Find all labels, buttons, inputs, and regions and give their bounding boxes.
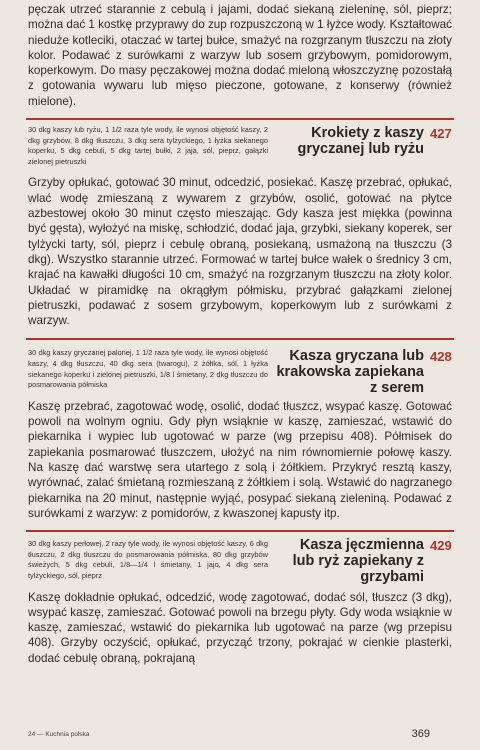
recipe-title-block — [274, 126, 452, 158]
recipe-429 — [28, 530, 452, 666]
recipe-427 — [28, 118, 452, 328]
ingredients-list: 30 dkg kaszy gryczanej palonej, 1 1/2 raza tyle wody, ile wynosi objętość kaszy, 4 dkg tłuszczu, 40 dkg sera (twarogu), 2 żółtka, sól, 1 łyżka siekanego koperku i zielonej pietruszki, 1/8 l śmietany, 2 dkg tłuszczu do posmarowania półmiska — [28, 348, 268, 390]
recipe-method: Kaszę dokładnie opłukać, odcedzić, wodę zagotować, dodać sól, tłuszcz (3 dkg), wsypać kaszę, zamieszać. Gotować powoli na brzegu płyty. Gdy woda wsiąknie w kaszę, zamieszać, wstawić do piekarnika lub ugotować na parze (wg przepisu 408). Grzyby oczyścić, opłukać, przycząć trzony, pokrajać w cienkie plasterki, dodać cebulę obraną, pokrajaną — [28, 590, 452, 665]
recipe-number: 427 — [430, 126, 452, 142]
ingredients-list: 30 dkg kaszy lub ryżu, 1 1/2 raza tyle wody, ile wynosi objętość kaszy, 2 dkg grzybów, 8 dkg tłuszczu, 3 dkg sera tylżyckiego, 1 łyżka siekanego koperku, 5 dkg cebuli, 5 dkg tartej bułki, 2 jaja, sól, pieprz, gałązki zielonej pietruszki — [28, 125, 268, 166]
recipe-title-block — [282, 538, 452, 585]
recipe-428 — [28, 338, 452, 521]
section-divider — [26, 530, 454, 532]
page-number: 369 — [411, 728, 430, 740]
intro-paragraph: pęczak utrzeć starannie z cebulą i jajami, dodać siekaną zieleninę, sól, pieprz; można dać 1 kostkę przyprawy do zup rozpuszczoną w 1 łyżce wody. Kształtować nieduże kotleciki, otaczać w tartej bułce, smażyć na rozgrzanym tłuszczu na złoty kolor. Podawać z surówkami z warzyw lub sosem grzybowym, pomidorowym, koperkowym. Do masy pęczakowej można dodać mieloną włoszczyznę pozostałą z gotowania wywaru lub mięso pieczone, gotowane, z konserwy (również mielone). — [28, 3, 452, 108]
recipe-title: Kasza jęczmienna lub ryż zapiekany z grzybami — [292, 537, 424, 585]
recipe-title: Kasza gryczana lub krakowska zapiekana z serem — [276, 348, 424, 397]
recipe-number: 428 — [430, 349, 452, 365]
recipe-title: Krokiety z kaszy gryczanej lub ryżu — [297, 125, 424, 157]
footer-signature: 24 — Kuchnia polska — [28, 731, 90, 738]
section-divider — [26, 338, 454, 340]
section-divider — [26, 118, 454, 120]
recipe-method: Kaszę przebrać, zagotować wodę, osolić, dodać tłuszcz, wsypać kaszę. Gotować powoli na wolnym ogniu. Gdy płyn wsiąknie w kaszę, zamieszać, wstawić do piekarnika i wypiec lub ugotować w parze (wg przepisu 408). Półmisek do zapiekania posmarować tłuszczem, ułożyć na nim równomiernie połowę kaszy. Na kaszę dać warstwę sera utartego z solą i żółtkiem. Przykryć resztą kaszy, wyrównać, zalać śmietaną rozmieszaną z żółtkiem i solą. Wstawić do nagrzanego piekarnika na 20 minut, następnie wyjąć, posypać siekaną zieleniną. Podawać z surówkami z warzyw: z pomidorów, z kwaszonej kapusty itp. — [28, 399, 452, 520]
page-footer — [28, 722, 452, 738]
recipe-title-block — [274, 349, 452, 396]
ingredients-list: 30 dkg kaszy perłowej, 2 razy tyle wody, ile wynosi objętość kaszy, 6 dkg tłuszczu, 2 dkg tłuszczu do posmarowania półmiska, 80 dkg grzybów świeżych, 5 dkg cebuli, 1/8—1/4 l śmietany, 1 jajo, 4 dkg sera tylżyckiego, sól, pieprz — [28, 539, 268, 580]
recipe-method: Grzyby opłukać, gotować 30 minut, odcedzić, posiekać. Kaszę przebrać, opłukać, wlać wodę zmieszaną z wywarem z grzybów, osolić, gotować na płytce azbestowej około 30 minut często mieszając. Gdy kasza jest miękka (powinna być gęsta), wyłożyć na miskę, schłodzić, dodać jaja, grzybki, siekany koperek, ser tylżycki tarty, sól, pieprz i cebulę obraną, posiekaną, usmażoną na tłuszczu (3 dkg). Wszystko starannie utrzeć. Formować w tartej bułce wałek o średnicy 3 cm, krajać na kawałki długości 10 cm, smażyć na rozgrzanym tłuszczu na złoty kolor. Układać w piramidkę na okrągłym półmisku, przybrać gałązkami zielonej pietruszki, podawać z sosem grzybowym, koperkowym lub z surówkami z warzyw. — [28, 176, 452, 328]
recipe-number: 429 — [430, 538, 452, 554]
